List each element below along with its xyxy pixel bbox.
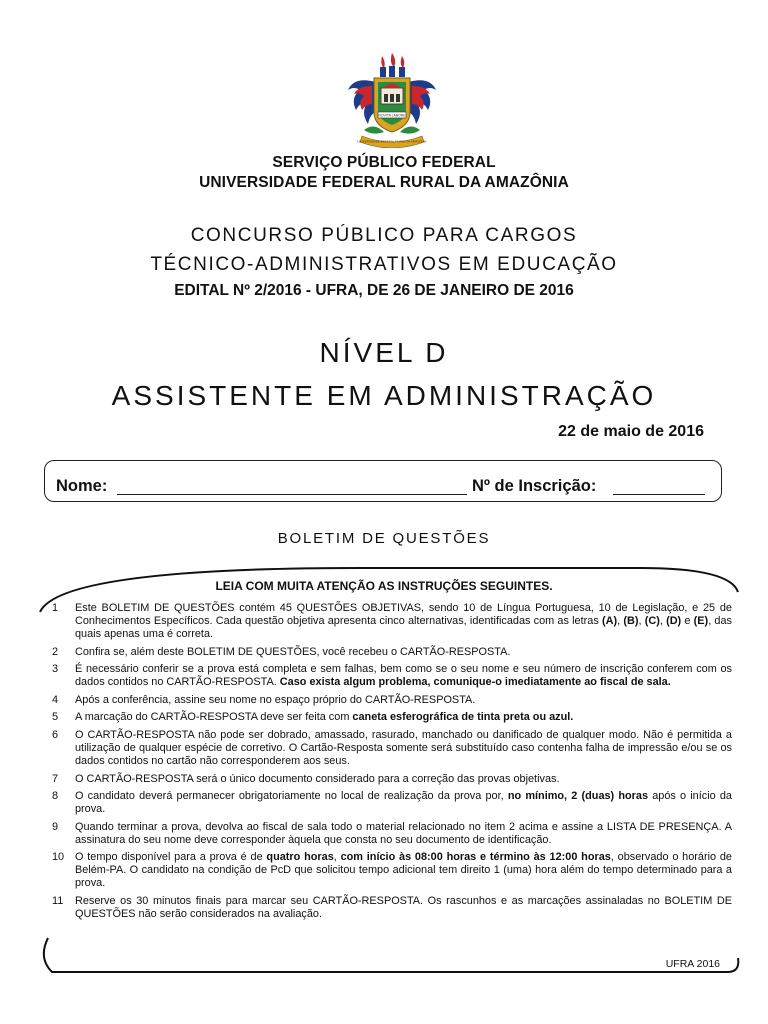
instruction-item	[52, 895, 732, 921]
instruction-text: (A)	[601, 615, 618, 627]
instruction-text: e	[681, 615, 694, 627]
header-line-2: UNIVERSIDADE FEDERAL RURAL DA AMAZÔNIA	[199, 174, 569, 191]
instruction-text: caneta esferográfica de tinta preta ou azul.	[352, 711, 574, 724]
instruction-text: , observado o horário de Belém-PA. O candidato na condição de PcD que solicitou tempo adicional tem direito 1 (uma) hora além do tempo determinado para a prova.	[75, 851, 732, 890]
instruction-text: A marcação do CARTÃO-RESPOSTA deve ser feita com	[75, 711, 353, 724]
instruction-number: 2	[52, 645, 59, 658]
instruction-text: Caso exista algum problema, comunique-o imediatamente ao fiscal de sala.	[279, 676, 671, 689]
inscricao-field[interactable]	[613, 494, 705, 495]
instruction-item	[52, 821, 732, 847]
candidate-info-box	[44, 460, 722, 502]
instruction-number: 8	[52, 790, 59, 803]
instruction-text: (B)	[623, 615, 639, 627]
instruction-text: O tempo disponível para a prova é de	[75, 851, 267, 864]
instruction-text: (E)	[693, 615, 709, 627]
instruction-text: Reserve os 30 minutos finais para marcar seu CARTÃO-RESPOSTA. Os rascunhos e as marcações assinaladas no BOLETIM DE QUESTÕES não serão considerados na avaliação.	[75, 894, 732, 920]
instruction-item	[52, 602, 732, 641]
instruction-item	[52, 711, 732, 724]
instruction-item	[52, 729, 732, 768]
instruction-number: 5	[52, 711, 59, 724]
name-field[interactable]	[117, 494, 467, 495]
instruction-number: 7	[52, 772, 59, 785]
instruction-number: 6	[52, 728, 59, 741]
instruction-text: (D)	[666, 615, 682, 627]
instruction-item	[52, 790, 732, 816]
instruction-text: Após a conferência, assine seu nome no espaço próprio do CARTÃO-RESPOSTA.	[75, 693, 476, 706]
header-line-1: SERVIÇO PÚBLICO FEDERAL	[272, 154, 496, 171]
instruction-item	[52, 694, 732, 707]
footer-code: UFRA 2016	[665, 958, 720, 970]
svg-text:NOVITA LABORE: NOVITA LABORE	[378, 113, 406, 118]
instruction-text: no mínimo, 2 (duas) horas	[507, 790, 649, 803]
concurso-line-1: CONCURSO PÚBLICO PARA CARGOS	[190, 225, 578, 246]
exam-date: 22 de maio de 2016	[558, 423, 704, 440]
instruction-text: após o início da prova.	[75, 790, 732, 816]
instruction-text: ,	[333, 851, 341, 864]
university-crest-icon	[342, 52, 442, 148]
instruction-number: 9	[52, 820, 59, 833]
instruction-text: ,	[659, 615, 667, 627]
instruction-number: 3	[52, 663, 59, 676]
instruction-text: ,	[617, 615, 624, 627]
name-label: Nome:	[56, 477, 108, 495]
instruction-item	[52, 851, 732, 890]
instructions-list	[52, 602, 732, 926]
instruction-text: (C)	[644, 615, 660, 627]
instruction-text: É necessário conferir se a prova está completa e sem falhas, bem como se o seu nome e seu número de inscrição conferem com os dados contidos no CARTÃO-RESPOSTA.	[75, 663, 732, 689]
instruction-text: ,	[638, 615, 645, 627]
instruction-item	[52, 773, 732, 786]
instruction-text: Quando terminar a prova, devolva ao fiscal de sala todo o material relacionado no item 2 acima e assine a LISTA DE PRESENÇA. A assinatura do seu nome deve corresponder àquela que consta no seu documento de identificação.	[75, 820, 732, 846]
instruction-item	[52, 646, 732, 659]
concurso-line-2: TÉCNICO-ADMINISTRATIVOS EM EDUCAÇÃO	[150, 254, 618, 275]
svg-text:UNIVERSIDADE FEDERAL RURAL DA: UNIVERSIDADE FEDERAL RURAL DA AMAZÔNIA	[357, 139, 427, 144]
instruction-item	[52, 663, 732, 689]
boletim-title: BOLETIM DE QUESTÕES	[277, 530, 491, 547]
instruction-text: O candidato deverá permanecer obrigatoriamente no local de realização da prova por,	[75, 790, 508, 803]
instruction-text: , das quais apenas uma é correta.	[75, 615, 732, 640]
role-title: ASSISTENTE EM ADMINISTRAÇÃO	[111, 380, 657, 411]
instructions-title: LEIA COM MUITA ATENÇÃO AS INSTRUÇÕES SEGUINTES.	[215, 579, 553, 593]
instruction-number: 10	[52, 851, 65, 864]
instruction-text: quatro horas	[266, 851, 334, 864]
instruction-text: O CARTÃO-RESPOSTA será o único documento considerado para a correção das provas objetivas.	[75, 772, 560, 785]
instruction-number: 4	[52, 693, 59, 706]
level-title: NÍVEL D	[319, 337, 449, 368]
instruction-text: Este BOLETIM DE QUESTÕES contém 45 QUESTÕES OBJETIVAS, sendo 10 de Língua Portuguesa, 10 de Legislação, e 25 de Conhecimentos Específicos. Cada questão objetiva apresenta cinco alternativas, identificadas com as letras	[75, 602, 732, 627]
edital-line: EDITAL Nº 2/2016 - UFRA, DE 26 DE JANEIRO DE 2016	[174, 282, 574, 299]
inscricao-label: Nº de Inscrição:	[472, 477, 597, 495]
instruction-text: Confira se, além deste BOLETIM DE QUESTÕES, você recebeu o CARTÃO-RESPOSTA.	[75, 645, 511, 658]
instruction-text: com início às 08:00 horas e término às 12:00 horas	[340, 851, 611, 864]
instruction-number: 11	[52, 894, 64, 907]
instruction-text: O CARTÃO-RESPOSTA não pode ser dobrado, amassado, rasurado, manchado ou danificado de qualquer modo. Não é permitida a utilização de qualquer espécie de corretivo. O Cartão-Resposta somente será substituído caso contenha falha de impressão e/ou se os dados contidos no cartão não corresponderem aos seus.	[75, 728, 732, 767]
instruction-number: 1	[52, 602, 59, 614]
